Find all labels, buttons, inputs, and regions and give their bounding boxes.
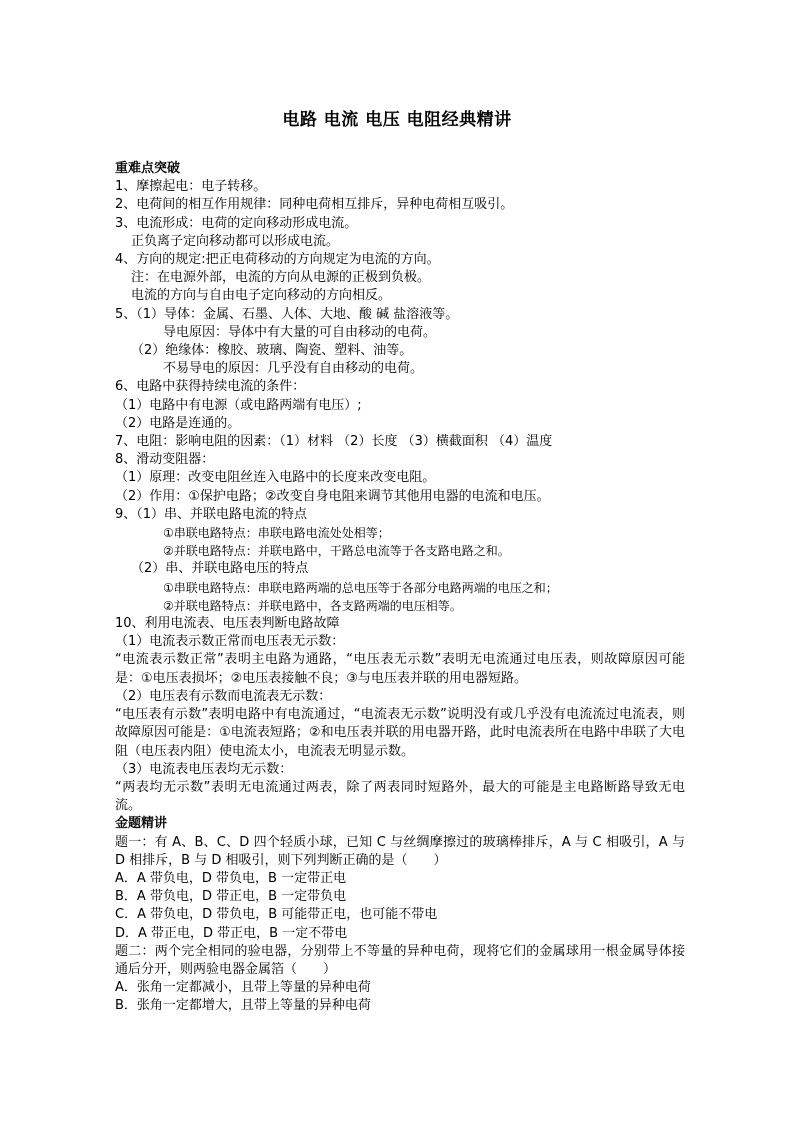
text-paragraph: “两表均无示数”表明无电流通过两表，除了两表同时短路外，最大的可能是主电路断路导致无电流。 <box>115 779 685 814</box>
page-title: 电路 电流 电压 电阻经典精讲 <box>282 110 512 130</box>
option-a: A．A 带负电，D 带负电，B 一定带正电 <box>115 870 347 886</box>
text-line: （1）原理：改变电阻丝连入电路中的长度来改变电阻。 <box>115 470 436 486</box>
option-b: B．A 带负电，D 带正电，B 一定带负电 <box>115 889 347 905</box>
text-line: 电流的方向与自由电子定向移动的方向相反。 <box>131 288 392 304</box>
text-line: ①串联电路特点：串联电路两端的总电压等于各部分电路两端的电压之和； <box>163 580 558 595</box>
text-line: （2）绝缘体：橡胶、玻璃、陶瓷、塑料、油等。 <box>131 343 413 359</box>
option-d: D．A 带正电，D 带正电，B 一定不带电 <box>115 925 348 941</box>
text-line: （2）作用：①保护电路；②改变自身电阻来调节其他用电器的电流和电压。 <box>115 488 550 504</box>
option-c: C．A 带负电，D 带负电，B 可能带正电，也可能不带电 <box>115 907 438 923</box>
question-1: 题一：有 A、B、C、D 四个轻质小球，已知 C 与丝绸摩擦过的玻璃棒排斥，A 与 C 相吸引，A 与 D 相排斥，B 与 D 相吸引，则下列判断正确的是（ ） <box>115 834 685 868</box>
text-line: ②并联电路特点：并联电路中，各支路两端的电压相等。 <box>163 598 462 613</box>
text-line: ①串联电路特点：串联电路电流处处相等； <box>163 526 390 541</box>
text-line: ②并联电路特点：并联电路中，干路总电流等于各支路电路之和。 <box>163 544 510 559</box>
text-line: 正负离子定向移动都可以形成电流。 <box>131 233 340 249</box>
text-line: （2）电压表有示数而电流表无示数： <box>115 688 332 704</box>
text-line: 7、电阻：影响电阻的因素：（1）材料 （2）长度 （3）横截面积 （4）温度 <box>115 434 553 450</box>
text-paragraph: “电压表有示数”表明电路中有电流通过，“电流表无示数”说明没有或几乎没有电流流过电流表，则故障原因可能是：①电流表短路；②和电压表并联的用电器开路，此时电流表所在电路中串联了大电阻（电压表内阻）使电流太小，电流表无明显示数。 <box>115 707 685 759</box>
section-heading-questions: 金题精讲 <box>115 816 168 832</box>
text-line: 2、电荷间的相互作用规律：同种电荷相互排斥，异种电荷相互吸引。 <box>115 197 514 213</box>
text-line: 9、（1）串、并联电路电流的特点 <box>115 506 308 522</box>
text-line: 8、滑动变阻器： <box>115 452 215 468</box>
text-line: 导电原因：导体中有大量的可自由移动的电荷。 <box>163 324 437 340</box>
option-b: B．张角一定都增大，且带上等量的异种电荷 <box>115 998 371 1014</box>
text-line: 5、（1）导体：金属、石墨、人体、大地、酸 碱 盐溶液等。 <box>115 306 459 322</box>
text-line: （2）串、并联电路电压的特点 <box>131 561 309 577</box>
text-paragraph: “电流表示数正常”表明主电路为通路，“电压表无示数”表明无电流通过电压表，则故障原因可能是：①电压表损坏；②电压表接触不良；③与电压表并联的用电器短路。 <box>115 652 685 686</box>
text-line: 注：在电源外部，电流的方向从电源的正极到负极。 <box>131 270 431 286</box>
question-2: 题二：两个完全相同的验电器，分别带上不等量的异种电荷，现将它们的金属球用一根金属导体接通后分开，则两验电器金属箔（ ） <box>115 943 685 977</box>
text-line: （3）电流表电压表均无示数： <box>115 761 293 777</box>
text-line: （1）电路中有电源（或电路两端有电压）; <box>115 397 362 413</box>
option-a: A．张角一定都减小，且带上等量的异种电荷 <box>115 980 371 996</box>
text-line: （1）电流表示数正常而电压表无示数： <box>115 634 345 650</box>
document-body <box>115 160 685 1016</box>
section-heading-key-points: 重难点突破 <box>115 161 181 176</box>
text-line: （2）电路是连通的。 <box>115 415 241 431</box>
text-line: 4、方向的规定:把正电荷移动的方向规定为电流的方向。 <box>115 252 440 268</box>
text-line: 6、电路中获得持续电流的条件： <box>115 379 306 395</box>
text-line: 3、电流形成：电荷的定向移动形成电流。 <box>115 215 358 231</box>
text-line: 1、摩擦起电：电子转移。 <box>115 179 267 195</box>
text-line: 不易导电的原因：几乎没有自由移动的电荷。 <box>163 361 424 377</box>
text-line: 10、利用电流表、电压表判断电路故障 <box>115 616 340 632</box>
